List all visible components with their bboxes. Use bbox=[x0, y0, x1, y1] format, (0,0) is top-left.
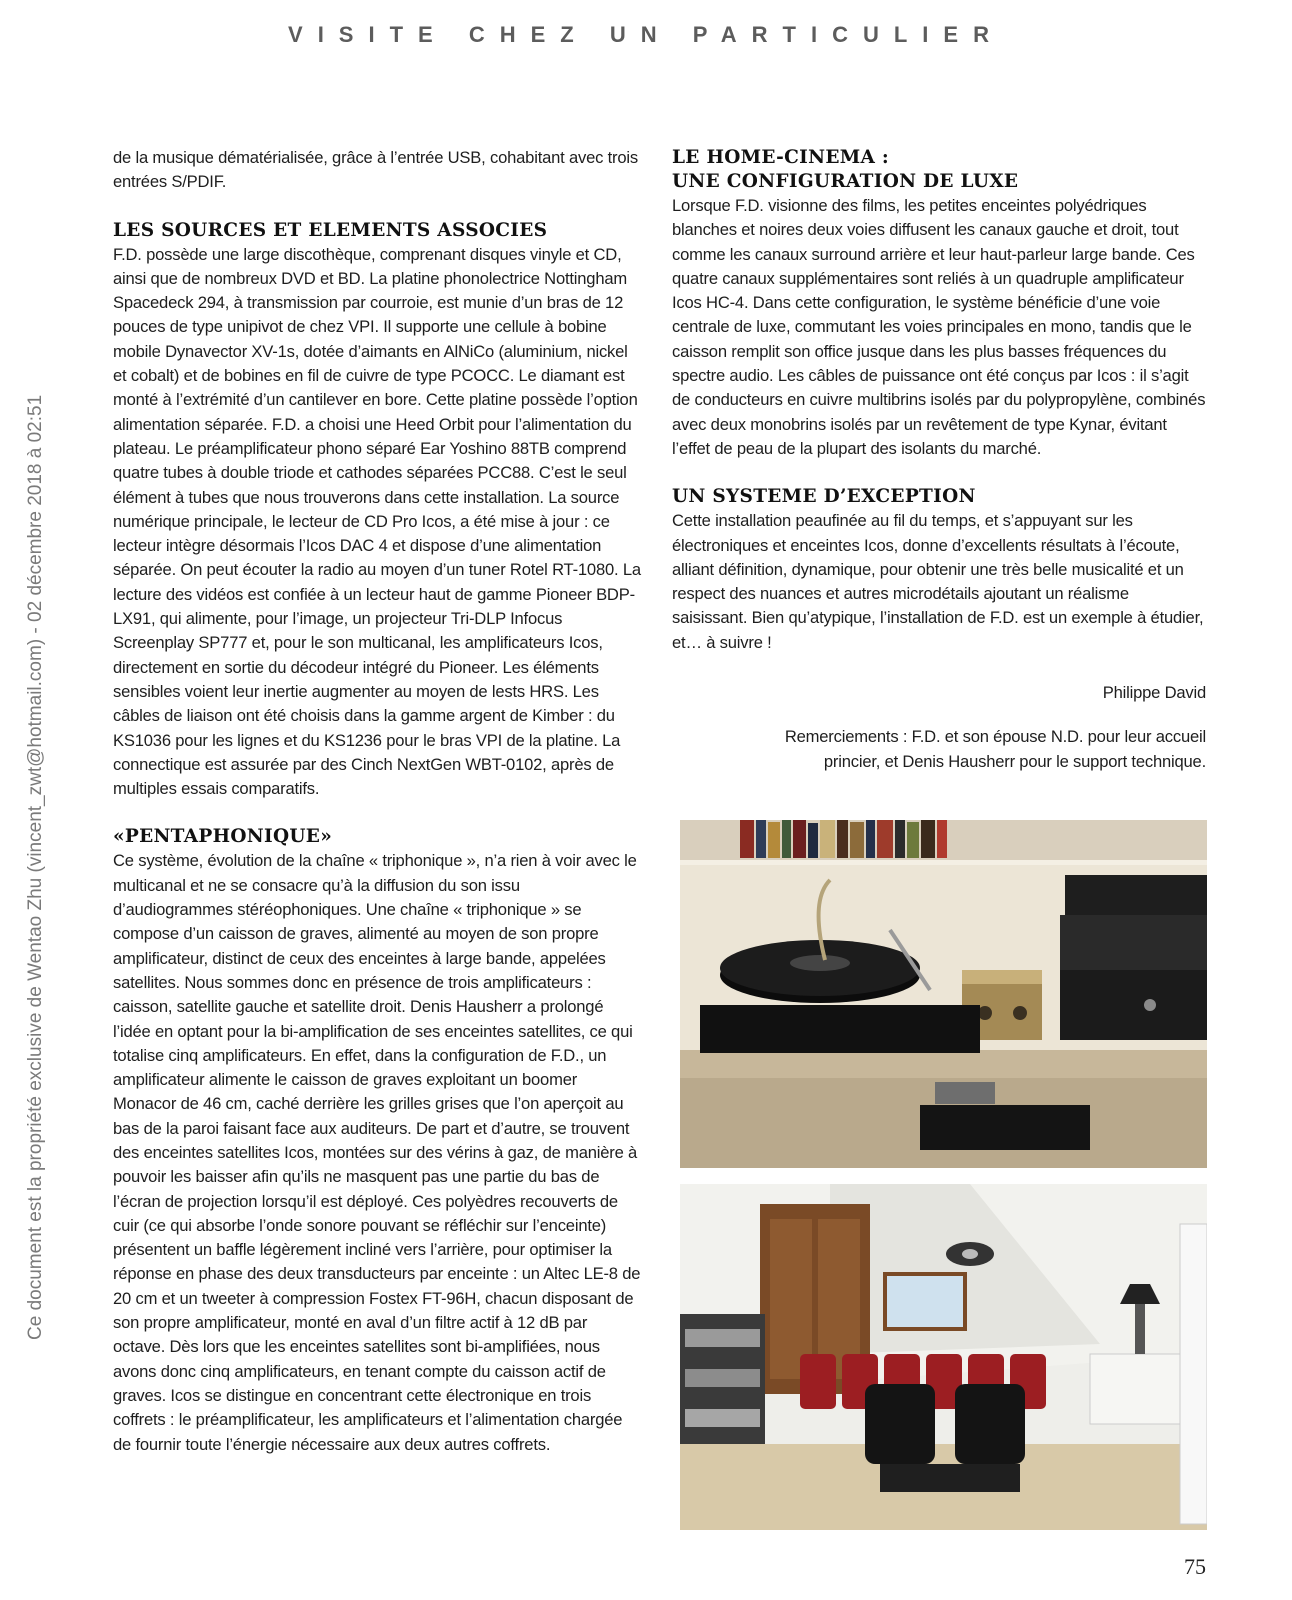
home-cinema-paragraph: Lorsque F.D. visionne des films, les petites enceintes polyédriques blanches et noires deux voies diffusent les canaux gauche et droit, tout comme les canaux surround arrière et leur haut-parleur large bande. Ces quatre canaux supplémentaires sont reliés à un quadruple amplificateur Icos HC-4. Dans cette configuration, le système bénéficie d’une voie centrale de luxe, commutant les voies principales en mono, tandis que le caisson remplit son office jusque dans les plus basses fréquences du spectre audio. Les câbles de puissance ont été conçus par Icos : il s’agit de conducteurs en cuivre multibrins isolés par du polypropylène, combinés avec deux monobrins isolés par un revêtement de type Kynar, évitant l’effet de peau de la plupart des isolants du marché. bbox=[672, 196, 1206, 458]
turntable-illustration bbox=[680, 820, 1207, 1168]
sources-paragraph: F.D. possède une large discothèque, comprenant disques vinyle et CD, ainsi que de nombreux DVD et BD. La platine phonolectrice Nottingham Spacedeck 294, à transmission par courroie, est munie d’un bras de 12 pouces de type unipivot de chez VPI. Il supporte une cellule à bobine mobile Dynavector XV-1s, dotée d’aimants en AlNiCo (aluminium, nickel et cobalt) et de bobines en fil de cuivre de type PCOCC. Le diamant est monté à l’extrémité d’un cantilever en bore. Cette platine possède l’option alimentation séparée. F.D. a choisi une Heed Orbit pour l’alimentation du plateau. Le préamplificateur phono séparé Ear Yoshino 88TB comprend quatre tubes à double triode et cathodes séparées PCC88. C’est le seul élément à tubes que nous trouverons dans cette installation. La source numérique principale, le lecteur de CD Pro Icos, a été mise à jour : ce lecteur intègre désormais l’Icos DAC 4 et dispose d’une alimentation séparée. On peut écouter la radio au moyen d’un tuner Rotel RT-1080. La lecture des vidéos est confiée à un lecteur haut de gamme Pioneer BDP-LX91, qui alimente, pour l’image, un projecteur Tri-DLP Infocus Screenplay SP777 et, pour le son multicanal, les amplificateurs Icos, directement en sortie du décodeur intégré du Pioneer. Les éléments sensibles voient leur inertie augmenter au moyen de lests HRS. Les câbles de liaison ont été choisis dans la gamme argent de Kimber : du KS1036 pour les lignes et du KS1236 pour le bras VPI de la platine. La connectique est assurée par des Cinch NextGen WBT-0102, après de multiples essais comparatifs. bbox=[113, 244, 641, 799]
section-heading-sources: LES SOURCES ET ELEMENTS ASSOCIES bbox=[113, 219, 548, 241]
section-heading-exception: UN SYSTEME D’EXCEPTION bbox=[672, 486, 976, 508]
acknowledgements-line2: princier, et Denis Hausherr pour le support technique. bbox=[823, 751, 1206, 771]
section-heading-pentaphonique: «PENTAPHONIQUE» bbox=[113, 826, 333, 848]
listening-room-photo bbox=[680, 1184, 1207, 1530]
section-heading-home-cinema-line2: UNE CONFIGURATION DE LUXE bbox=[672, 171, 1019, 192]
page-header: VISITE CHEZ UN PARTICULIER bbox=[288, 22, 1004, 47]
acknowledgements bbox=[672, 725, 1206, 774]
right-column bbox=[672, 146, 1206, 774]
listening-room-illustration bbox=[680, 1184, 1207, 1530]
pentaphonique-paragraph: Ce système, évolution de la chaîne « triphonique », n’a rien à voir avec le multicanal et ne se consacre qu’à la diffusion du son issu d’audiogrammes stéréophoniques. Une chaîne « triphonique » se compose d’un caisson de graves, alimenté au moyen de son propre amplificateur, distinct de ceux des enceintes à large bande, appelées satellites. Nous sommes donc en présence de trois amplificateurs : caisson, satellite gauche et satellite droit. Denis Hausherr a prolongé l’idée en optant pour la bi-amplification de ses enceintes satellites, ce qui totalise cinq amplificateurs. En effet, dans la configuration de F.D., un amplificateur alimente le caisson de graves exploitant un boomer Monacor de 46 cm, caché derrière les grilles grises que l’on aperçoit au bas de la paroi faisant face aux auditeurs. De part et d’autre, se trouvent des enceintes satellites Icos, montées sur des vérins à gaz, de manière à pouvoir les baisser afin qu’ils ne masquent pas une partie du bas de l’écran de projection lorsqu’il est déployé. Ces polyèdres recouverts de cuir (ce qui absorbe l’onde sonore pouvant se réfléchir sur l’enceinte) présentent un baffle légèrement incliné vers l’arrière, pour optimiser la réponse en phase des deux transducteurs par enceinte : un Altec LE-8 de 20 cm et un tweeter à compression Fostex FT-96H, chacun disposant de son propre amplificateur, monté en aval d’un filtre actif à 12 dB par octave. Dès lors que les enceintes satellites sont bi-amplifiées, nous avons donc cinq amplificateurs, en tenant compte du caisson actif de graves. Icos se distingue en concentrant cette électronique en trois coffrets : le préamplificateur, les amplificateurs et l’alimentation chargée de fournir toute l’énergie nécessaire aux deux autres coffrets. bbox=[113, 851, 641, 1454]
exception-paragraph: Cette installation peaufinée au fil du temps, et s’appuyant sur les électroniques et enceintes Icos, donne d’excellents résultats à l’écoute, alliant définition, dynamique, pour obtenir une très belle musicalité et un respect des nuances et autres microdétails ajoutant un réalisme saisissant. Bien qu’atypique, l’installation de F.D. est un exemple à étudier, et… à suivre ! bbox=[672, 511, 1204, 652]
section-heading-home-cinema-line1: LE HOME-CINEMA : bbox=[672, 147, 890, 168]
bookshelf-books bbox=[740, 820, 947, 858]
acknowledgements-line1: Remerciements : F.D. et son épouse N.D. pour leur accueil bbox=[784, 727, 1206, 747]
turntable-photo bbox=[680, 820, 1207, 1168]
intro-paragraph: de la musique dématérialisée, grâce à l’entrée USB, cohabitant avec trois entrées S/PDIF. bbox=[113, 148, 638, 192]
author-signature: Philippe David bbox=[1102, 683, 1206, 703]
left-column bbox=[113, 146, 643, 1457]
page-number: 75 bbox=[1184, 1554, 1206, 1579]
copyright-watermark: Ce document est la propriété exclusive de Wentao Zhu (vincent_zwt@hotmail.com) - 02 décembre 2018 à 02:51 bbox=[25, 394, 46, 1340]
